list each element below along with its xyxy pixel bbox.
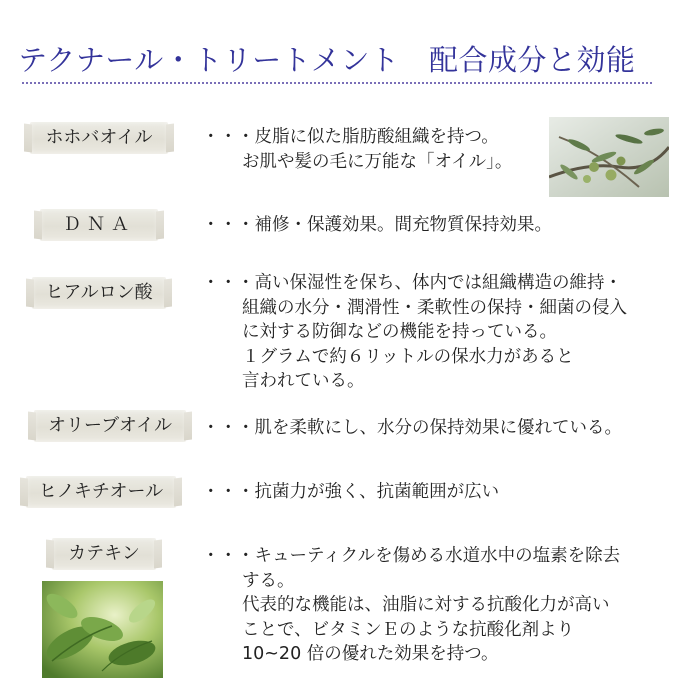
title-divider xyxy=(22,82,652,84)
page-title: テクナール・トリートメント 配合成分と効能 xyxy=(18,43,636,77)
desc-line: ・・・皮脂に似た脂肪酸組織を持つ。 xyxy=(202,127,499,147)
desc-line: に対する防御などの機能を持っている。 xyxy=(242,322,557,342)
desc-line: 代表的な機能は、油脂に対する抗酸化力が高い xyxy=(242,595,610,615)
desc-line: １グラムで約６リットルの保水力があると xyxy=(242,346,574,367)
ingredient-label-hyaluronic-acid: ヒアルロン酸 xyxy=(32,277,166,309)
ingredient-label-dna: ＤＮＡ xyxy=(40,209,158,241)
ingredient-label-catechin: カテキン xyxy=(52,538,156,570)
ingredient-label-hinokitiol: ヒノキチオール xyxy=(26,476,176,508)
ingredient-desc-dna xyxy=(202,213,552,238)
desc-line: する。 xyxy=(242,570,295,591)
desc-line: ・・・高い保湿性を保ち、体内では組織構造の維持・ xyxy=(202,273,622,293)
desc-line: 組織の水分・潤滑性・柔軟性の保持・細菌の侵入 xyxy=(242,297,627,318)
ingredient-desc-hyaluronic-acid xyxy=(202,271,627,394)
ingredient-desc-catechin xyxy=(202,544,620,667)
desc-line: 言われている。 xyxy=(242,371,365,391)
ingredient-label-olive-oil: オリーブオイル xyxy=(34,410,186,442)
olive-branch-photo xyxy=(549,117,669,197)
desc-line: お肌や髪の毛に万能な「オイル」。 xyxy=(242,151,513,172)
desc-line: ・・・キューティクルを傷める水道水中の塩素を除去 xyxy=(202,546,621,566)
desc-line: 10~20 倍の優れた効果を持つ。 xyxy=(242,644,499,664)
desc-line: ・・・補修・保護効果。間充物質保持効果。 xyxy=(202,215,552,235)
desc-line: ・・・肌を柔軟にし、水分の保持効果に優れている。 xyxy=(202,418,622,438)
ingredient-desc-olive-oil xyxy=(202,416,622,441)
ingredient-desc-jojoba xyxy=(202,125,512,174)
desc-line: ・・・抗菌力が強く、抗菌範囲が広い xyxy=(202,482,500,502)
desc-line: ことで、ビタミンＥのような抗酸化剤より xyxy=(242,619,575,640)
green-tea-leaves-photo xyxy=(42,581,163,678)
ingredient-label-jojoba: ホホバオイル xyxy=(30,122,168,154)
ingredient-desc-hinokitiol xyxy=(202,480,499,505)
